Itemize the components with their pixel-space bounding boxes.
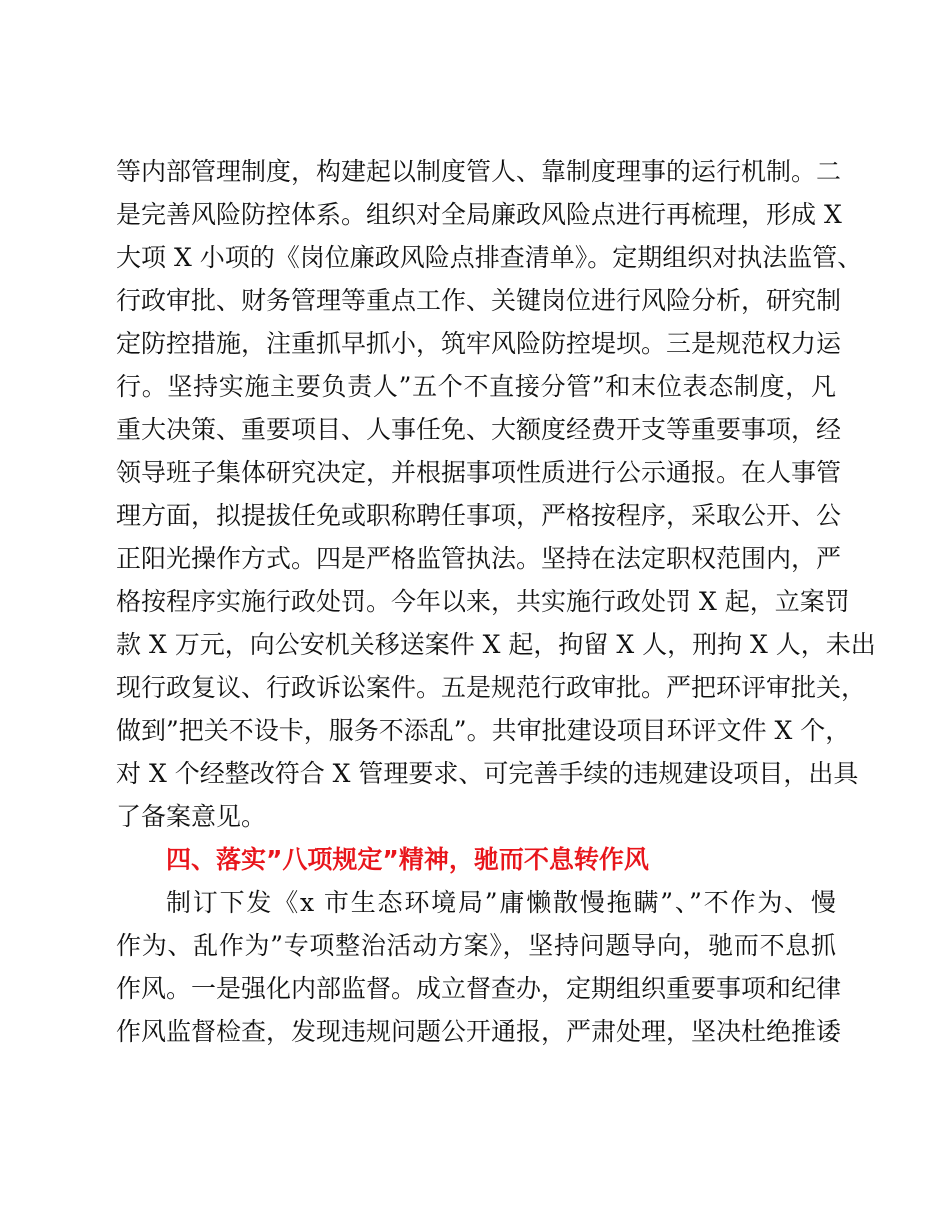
paragraph-line: 定防控措施，注重抓早抓小，筑牢风险防控堤坝。三是规范权力运 [116, 329, 842, 358]
paragraph-line: 重大决策、重要项目、人事任免、大额度经费开支等重要事项，经 [116, 415, 842, 444]
paragraph-line: 作风监督检查，发现违规问题公开通报，严肃处理，坚决杜绝推诿 [116, 1017, 842, 1046]
paragraph-line: 正阳光操作方式。四是严格监管执法。坚持在法定职权范围内，严 [116, 544, 842, 573]
paragraph-line: 行政审批、财务管理等重点工作、关键岗位进行风险分析，研究制 [116, 286, 842, 315]
paragraph-line: 领导班子集体研究决定，并根据事项性质进行公示通报。在人事管 [116, 458, 842, 487]
section-heading: 四、落实”八项规定”精神，驰而不息转作风 [166, 845, 649, 874]
paragraph-line: 对 X 个经整改符合 X 管理要求、可完善手续的违规建设项目，出具 [116, 759, 859, 788]
paragraph-line: 行。坚持实施主要负责人”五个不直接分管”和末位表态制度，凡 [116, 372, 836, 401]
paragraph-line: 大项 X 小项的《岗位廉政风险点排查清单》。定期组织对执法监管、 [116, 243, 863, 272]
paragraph-line: 作风。一是强化内部监督。成立督查办，定期组织重要事项和纪律 [116, 974, 842, 1003]
paragraph-line: 款 X 万元，向公安机关移送案件 X 起，拘留 X 人，刑拘 X 人，未出 [116, 630, 876, 659]
paragraph-line: 作为、乱作为”专项整治活动方案》，坚持问题导向，驰而不息抓 [116, 931, 836, 960]
paragraph-line: 是完善风险防控体系。组织对全局廉政风险点进行再梳理，形成 X [116, 200, 842, 229]
paragraph-line: 等内部管理制度，构建起以制度管人、靠制度理事的运行机制。二 [116, 157, 842, 186]
paragraph-line: 理方面，拟提拔任免或职称聘任事项，严格按程序，采取公开、公 [116, 501, 842, 530]
paragraph-line: 现行政复议、行政诉讼案件。五是规范行政审批。严把环评审批关， [116, 673, 867, 702]
paragraph-line: 了备案意见。 [116, 802, 267, 831]
paragraph-line: 做到”把关不设卡，服务不添乱”。共审批建设项目环评文件 X 个， [116, 716, 851, 745]
paragraph-line: 格按程序实施行政处罚。今年以来，共实施行政处罚 X 起，立案罚 [116, 587, 850, 616]
paragraph-line: 制订下发《x 市生态环境局”庸懒散慢拖瞒”、”不作为、慢 [166, 888, 836, 917]
